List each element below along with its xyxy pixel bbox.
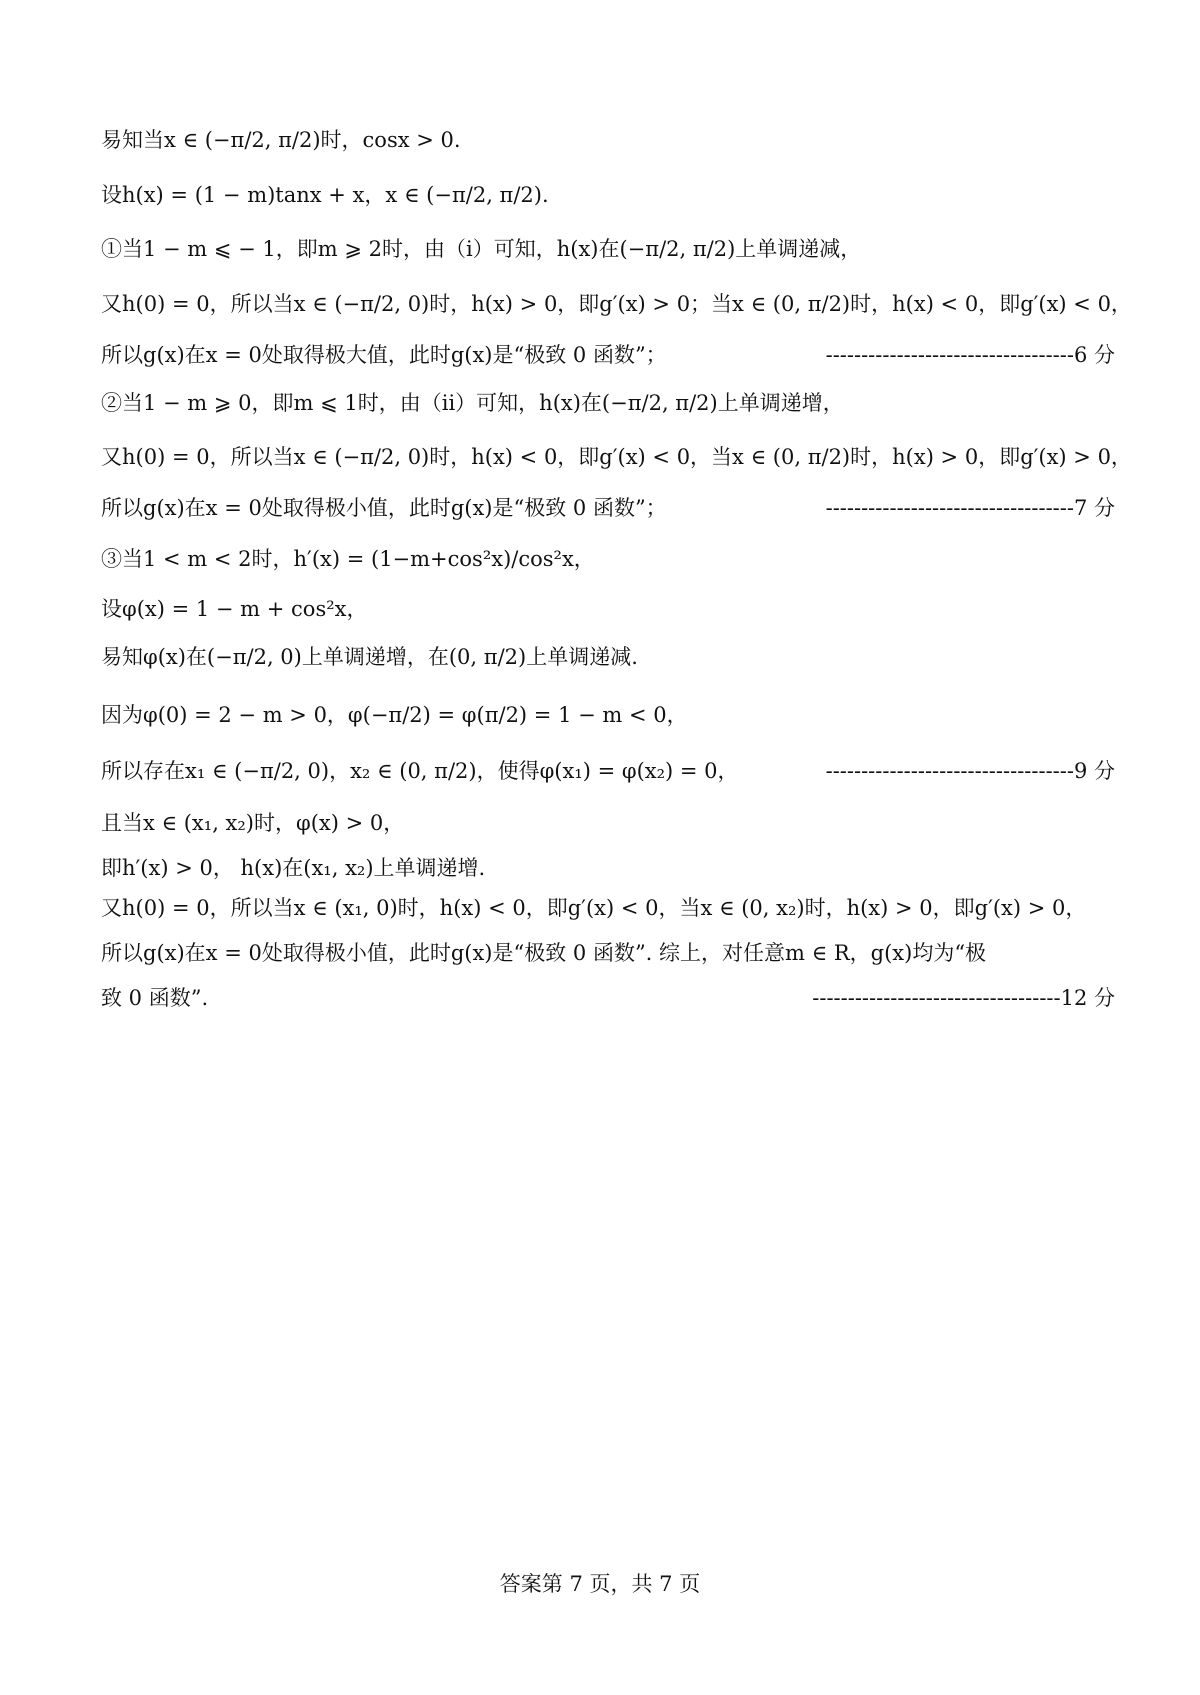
text-line: 设h(x) = (1 − m)tanx + x，x ∈ (−π/2, π/2). xyxy=(101,183,549,207)
text-line: 易知φ(x)在(−π/2, 0)上单调递增，在(0, π/2)上单调递减. xyxy=(101,645,638,669)
text-line: 致 0 函数”. xyxy=(101,986,209,1010)
text-line: 即h′(x) > 0， h(x)在(x₁, x₂)上单调递增. xyxy=(101,856,486,880)
text-line: 又h(0) = 0，所以当x ∈ (−π/2, 0)时，h(x) < 0，即g′(x) < 0，当x ∈ (0, π/2)时，h(x) > 0，即g′(x) > 0， xyxy=(101,445,1132,469)
text-line: 所以存在x₁ ∈ (−π/2, 0)，x₂ ∈ (0, π/2)，使得φ(x₁) = φ(x₂) = 0， xyxy=(101,759,739,783)
text-line: 且当x ∈ (x₁, x₂)时，φ(x) > 0， xyxy=(101,811,405,835)
text-line: 所以g(x)在x = 0处取得极小值，此时g(x)是“极致 0 函数”. 综上，对任意m ∈ R，g(x)均为“极 xyxy=(101,941,987,965)
page-footer: 答案第 7 页，共 7 页 xyxy=(499,1572,701,1596)
text-line: ②当1 − m ⩾ 0，即m ⩽ 1时，由（ii）可知，h(x)在(−π/2, π/2)上单调递增， xyxy=(101,391,844,415)
text-line: 又h(0) = 0，所以当x ∈ (−π/2, 0)时，h(x) > 0，即g′(x) > 0；当x ∈ (0, π/2)时，h(x) < 0，即g′(x) < 0， xyxy=(101,292,1132,316)
score-marker: -----------------------------------9 分 xyxy=(825,759,1115,783)
score-marker: -----------------------------------7 分 xyxy=(825,496,1115,520)
text-line: 因为φ(0) = 2 − m > 0，φ(−π/2) = φ(π/2) = 1 − m < 0， xyxy=(101,703,688,727)
score-marker: -----------------------------------6 分 xyxy=(825,343,1115,367)
score-marker: -----------------------------------12 分 xyxy=(812,986,1115,1010)
text-line: 设φ(x) = 1 − m + cos²x， xyxy=(101,597,368,621)
text-line: 所以g(x)在x = 0处取得极小值，此时g(x)是“极致 0 函数”； xyxy=(101,496,667,520)
text-line: 易知当x ∈ (−π/2, π/2)时，cosx > 0. xyxy=(101,128,461,152)
text-line: 所以g(x)在x = 0处取得极大值，此时g(x)是“极致 0 函数”； xyxy=(101,343,667,367)
text-line: 又h(0) = 0，所以当x ∈ (x₁, 0)时，h(x) < 0，即g′(x) < 0，当x ∈ (0, x₂)时，h(x) > 0，即g′(x) > 0， xyxy=(101,896,1087,920)
text-line: ①当1 − m ⩽ − 1，即m ⩾ 2时，由（i）可知，h(x)在(−π/2, π/2)上单调递减， xyxy=(101,237,862,261)
text-line: ③当1 < m < 2时，h′(x) = (1−m+cos²x)/cos²x， xyxy=(101,547,595,571)
